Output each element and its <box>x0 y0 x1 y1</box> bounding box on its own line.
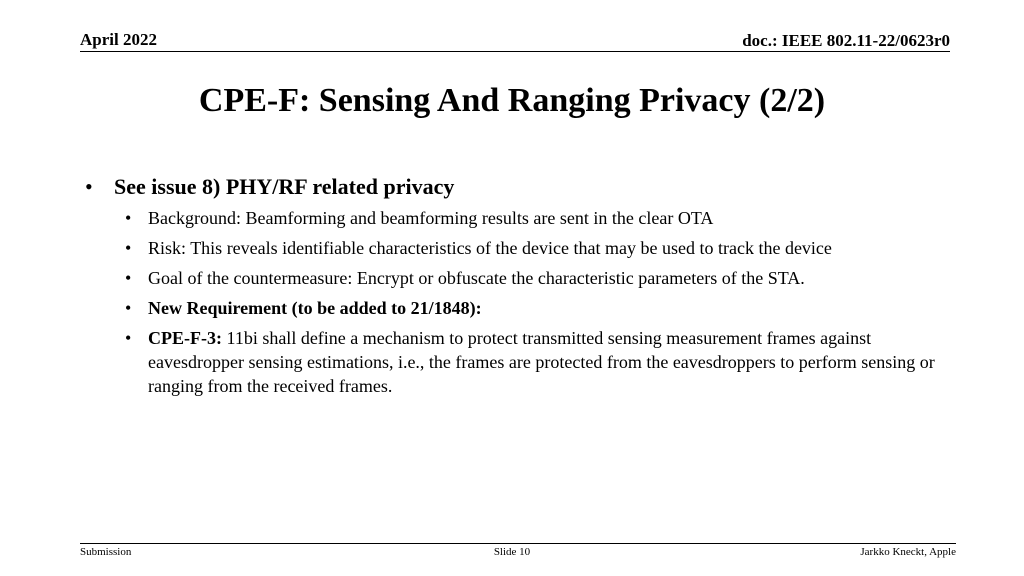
sub-bullet-risk <box>82 236 962 260</box>
main-bullet-text: See issue 8) PHY/RF related privacy <box>114 174 455 199</box>
slide-body <box>82 172 962 404</box>
footer-submission: Submission <box>80 546 132 558</box>
header-date: April 2022 <box>80 30 157 49</box>
sub-bullet-background <box>82 206 962 230</box>
footer-author: Jarkko Kneckt, Apple <box>860 546 956 558</box>
bullet-dot-icon: • <box>125 208 132 228</box>
requirement-id: CPE-F-3: <box>148 328 222 348</box>
sub-bullet-goal <box>82 266 962 290</box>
bullet-dot-icon: • <box>125 268 132 288</box>
sub-bullet-text: Background: Beamforming and beamforming results are sent in the clear OTA <box>148 208 714 228</box>
bullet-dot-icon: • <box>85 174 93 199</box>
sub-bullet-cpe-f-3 <box>82 326 962 398</box>
footer-slide-number: Slide 10 <box>493 546 531 558</box>
bullet-dot-icon: • <box>125 328 132 348</box>
sub-bullet-bold-text: New Requirement (to be added to 21/1848): <box>148 298 482 318</box>
requirement-text: 11bi shall define a mechanism to protect transmitted sensing measurement frames against eavesdropper sensing estimations, i.e., the frames are protected from the eavesdroppers to perform sensing or ranging from the received frames. <box>148 328 935 396</box>
bullet-dot-icon: • <box>125 298 132 318</box>
main-bullet <box>82 172 962 202</box>
sub-bullet-new-requirement <box>82 296 962 320</box>
header-doc-id: doc.: IEEE 802.11-22/0623r0 <box>742 31 950 50</box>
sub-bullet-text: Risk: This reveals identifiable characteristics of the device that may be used to track the device <box>148 238 832 258</box>
footer-divider <box>80 543 956 544</box>
header-divider <box>80 51 950 52</box>
sub-bullet-text: Goal of the countermeasure: Encrypt or obfuscate the characteristic parameters of the STA. <box>148 268 805 288</box>
bullet-dot-icon: • <box>125 238 132 258</box>
slide-title: CPE-F: Sensing And Ranging Privacy (2/2) <box>198 82 826 119</box>
